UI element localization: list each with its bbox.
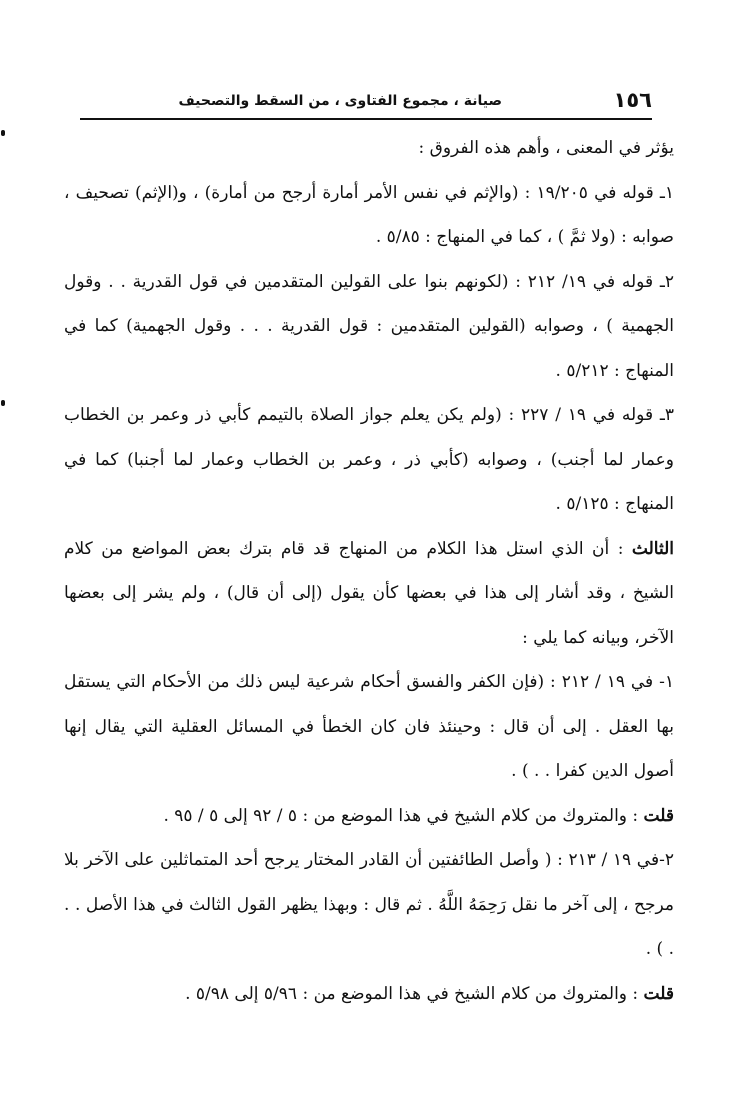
paragraph (64, 126, 674, 171)
paragraph (64, 972, 674, 1017)
paragraph-text: : والمتروك من كلام الشيخ في هذا الموضع من : ٥/٩٦ إلى ٥/٩٨ . (185, 983, 644, 1004)
body-text (64, 126, 674, 1066)
paragraph (64, 393, 674, 527)
header-rule (80, 118, 652, 120)
paragraph (64, 171, 674, 260)
paragraph-text: ٣ـ قوله في ١٩ / ٢٢٧ : (ولم يكن يعلم جواز الصلاة بالتيمم كأبي ذر وعمر بن الخطاب وعمار لما أجنب) ، وصوابه (كأبي ذر ، وعمر بن الخطاب وعمار لما أجنبا) كما في المنهاج : ٥/١٢٥ . (64, 405, 674, 514)
paragraph-lead: قلت (643, 805, 674, 826)
paragraph-text: ١ـ قوله في ١٩/٢٠٥ : (والإثم في نفس الأمر أمارة أرجح من أمارة) ، و(الإثم) تصحيف ، صوابه : (ولا ثمَّ ) ، كما في المنهاج : ٥/٨٥ . (64, 182, 674, 247)
paragraph (64, 794, 674, 839)
paragraph-lead: قلت (643, 983, 674, 1004)
paragraph-text: يؤثر في المعنى ، وأهم هذه الفروق : (418, 138, 674, 158)
running-title: صيانة ، مجموع الفتاوى ، من السقط والتصحيف (178, 93, 502, 109)
scan-mark (1, 130, 5, 136)
paragraph-text: : والمتروك من كلام الشيخ في هذا الموضع من : ٥ / ٩٢ إلى ٥ / ٩٥ . (163, 805, 644, 826)
paragraph-text: ٢ـ قوله في ١٩/ ٢١٢ : (لكونهم بنوا على القولين المتقدمين في قول القدرية . . وقول الجهمية ) ، وصوابه (القولين المتقدمين : قول القدرية . . . وقول الجهمية) كما في المنهاج : ٥/٢١٢ . (64, 271, 674, 381)
running-header (80, 88, 652, 114)
paragraph (64, 660, 674, 794)
paragraph-text: ١- في ١٩ / ٢١٢ : (فإن الكفر والفسق أحكام شرعية ليس ذلك من الأحكام التي يستقل بها العقل . إلى أن قال : وحينئذ فان كان الخطأ في المسائل العقلية التي يقال إنها أصول الدين كفرا . . ) . (64, 672, 674, 781)
paragraph (64, 527, 674, 661)
paragraph-text: : أن الذي استل هذا الكلام من المنهاج قد قام بترك بعض المواضع من كلام الشيخ ، وقد أشار إلى هذا في بعضها كأن يقول (إلى أن قال) ، ولم يشر إلى بعضها الآخر، وبيانه كما يلي : (64, 538, 674, 648)
page-number: ١٥٦ (613, 88, 652, 112)
paragraph-lead: الثالث (631, 538, 674, 559)
paragraph (64, 838, 674, 972)
scan-mark (1, 400, 5, 406)
paragraph-text: ٢-في ١٩ / ٢١٣ : ( وأصل الطائفتين أن القادر المختار يرجح أحد المتماثلين على الآخر بلا مرجح ، إلى آخر ما نقل رَحِمَهُ اللَّهُ . ثم قال : وبهذا يظهر القول الثالث في هذا الأصل . . . ) . (64, 850, 674, 959)
paragraph (64, 260, 674, 394)
